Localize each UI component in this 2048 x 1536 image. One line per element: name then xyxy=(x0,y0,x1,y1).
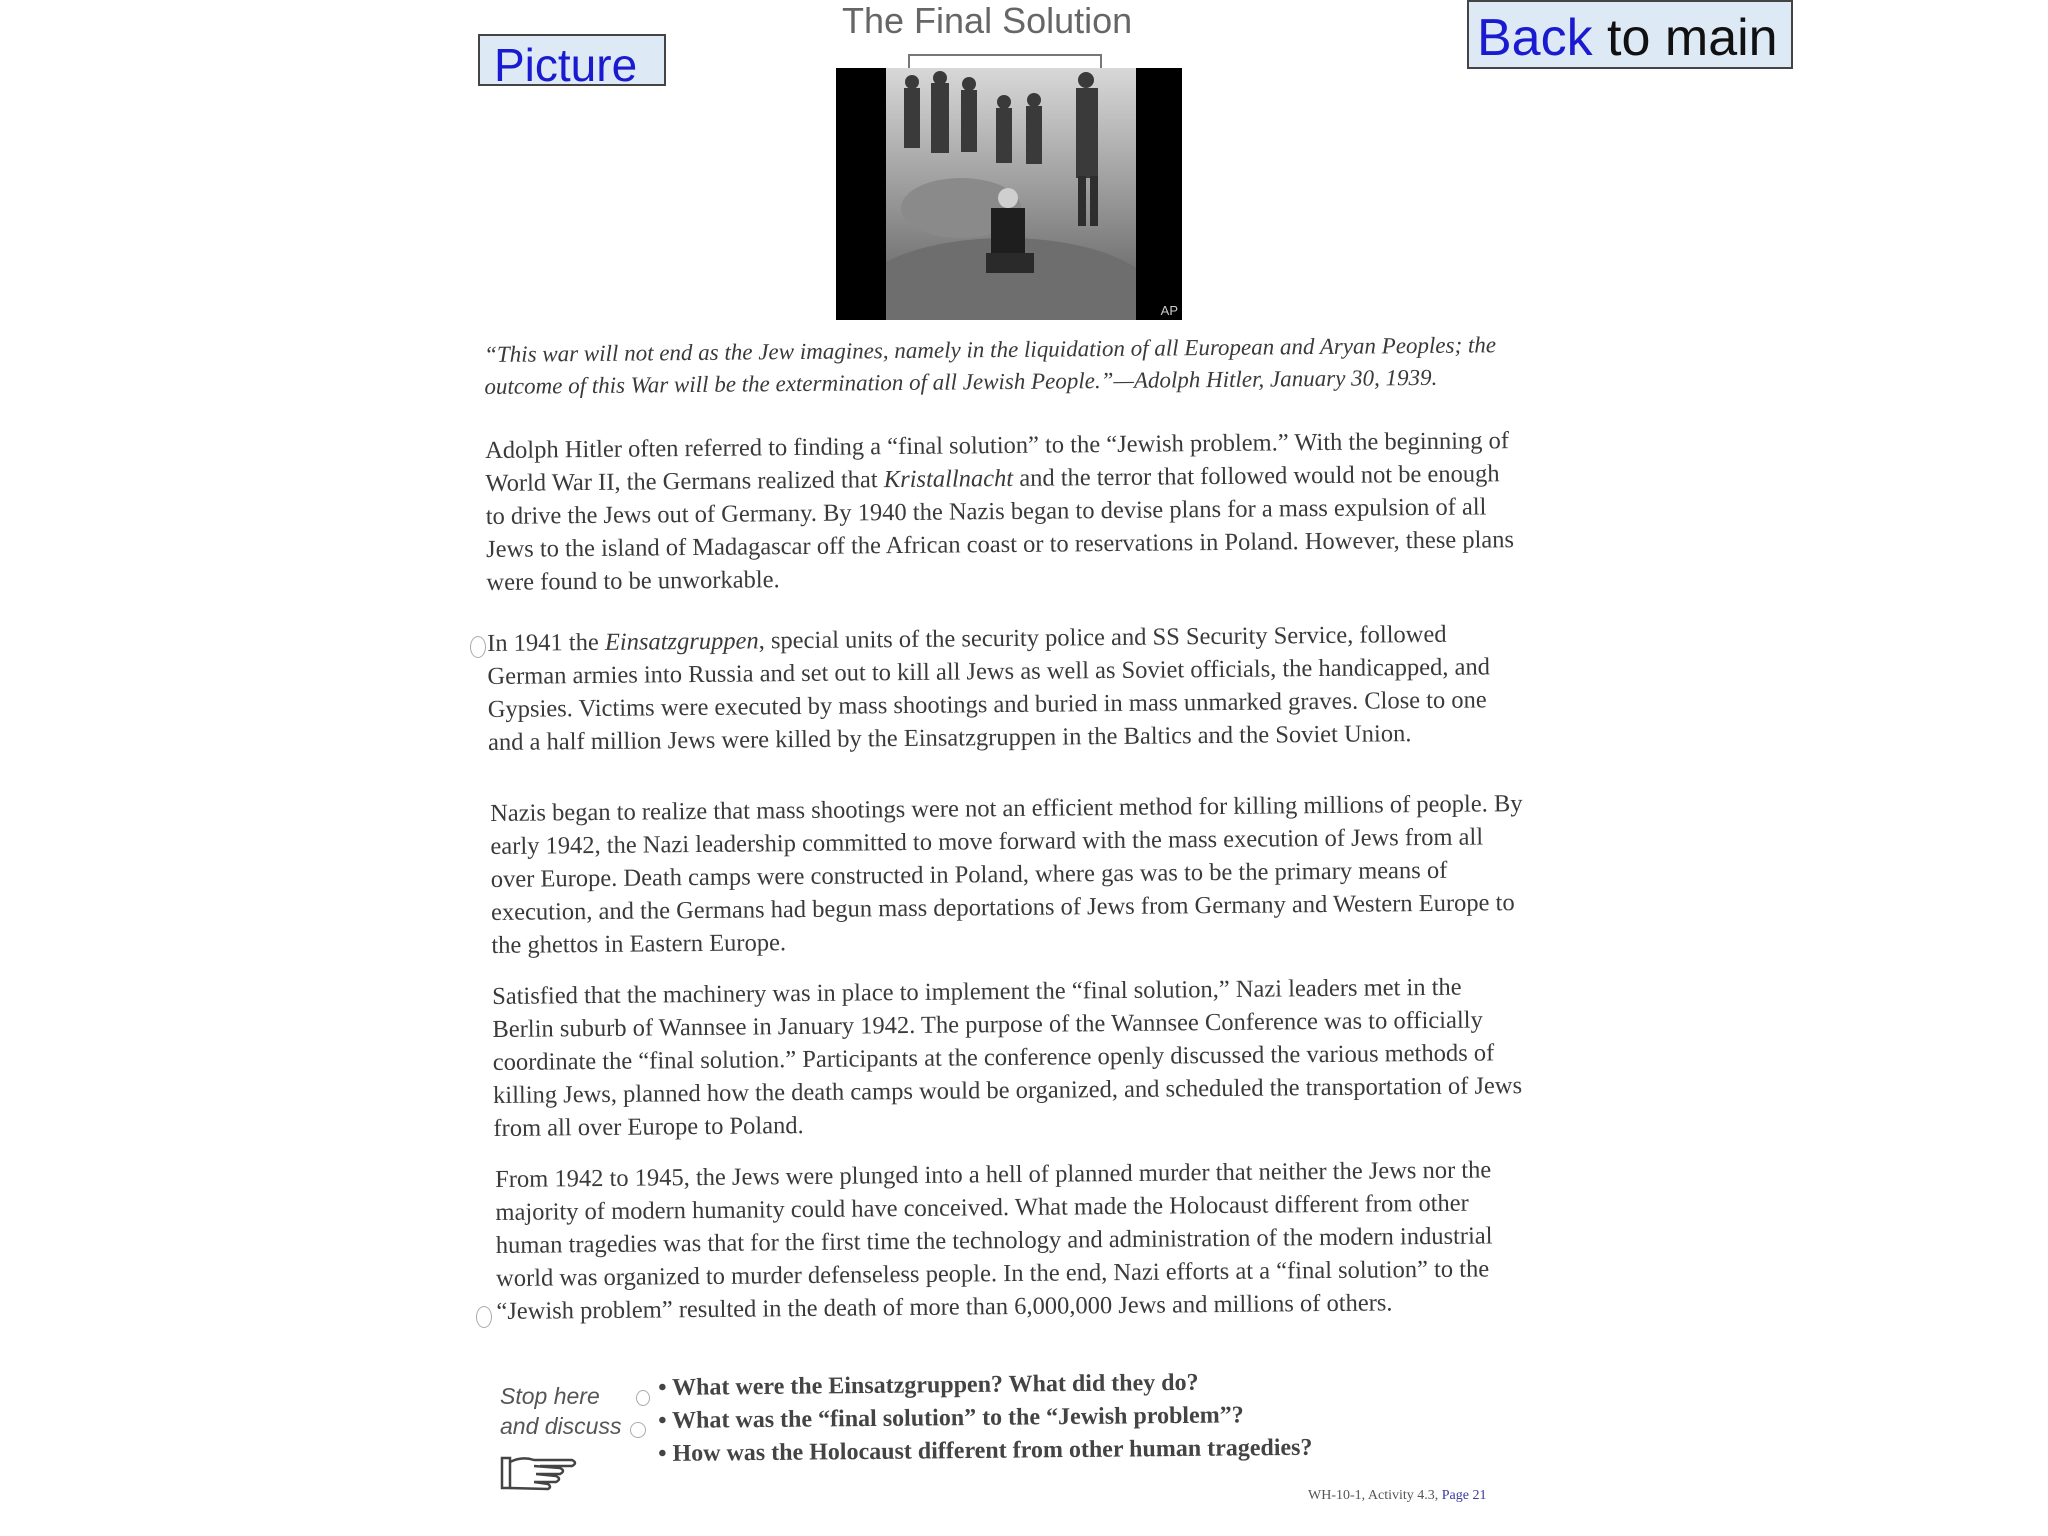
paragraph-4: Satisfied that the machinery was in place to implement the “final solution,” Nazi leaders met in the Berlin suburb of Wannsee in January 1942. The purpose of the Wannsee Conference was to officially coordinate the “final solution.” Participants at the conference openly discussed the various methods of killing Jews, planned how the death camps would be organized, and scheduled the transportation of Jews from all over Europe to Poland. xyxy=(492,973,1523,1142)
back-to-main-button[interactable] xyxy=(1467,0,1793,69)
paragraph-2-emphasis: Einsatzgruppen xyxy=(604,627,759,656)
footer-activity: WH-10-1, Activity 4.3, xyxy=(1308,1488,1442,1503)
margin-mark xyxy=(630,1422,646,1438)
back-rest-label: to main xyxy=(1592,9,1778,67)
paragraph-3: Nazis began to realize that mass shootings were not an efficient method for killing millions of people. By early 1942, the Nazi leadership committed to move forward with the mass execution of Jews from all over Europe. Death camps were constructed in Poland, where gas was to be the primary means of execution, and the Germans had begun mass deportations of Jews from Germany and Western Europe to the ghettos in Eastern Europe. xyxy=(490,790,1523,959)
picture-button-label: Picture xyxy=(494,39,638,91)
paragraph-2-part-a: In 1941 the xyxy=(487,628,606,657)
margin-mark xyxy=(636,1390,650,1406)
paragraph-2-part-b: , special units of the security police and SS Security Service, followed German armies into Russia and set out to kill all Jews as well as Soviet officials, the handicapped, and Gypsies. Victims were executed by mass shootings and buried in mass unmarked graves. Close to one and a half million Jews were killed by the Einsatzgruppen in the Baltics and the Soviet Union. xyxy=(487,620,1491,756)
hitler-quote: “This war will not end as the Jew imagines, namely in the liquidation of all European and Aryan Peoples; the outcome of this War will be the extermination of all Jewish People.”—Adolph Hitler, January 30, 1939. xyxy=(484,332,1497,399)
margin-mark xyxy=(476,1306,492,1328)
photo-image xyxy=(886,68,1136,320)
margin-mark xyxy=(470,636,486,658)
and-discuss-label: and discuss xyxy=(500,1413,622,1439)
discussion-question-1: • What were the Einsatzgruppen? What did they do? xyxy=(658,1369,1199,1401)
back-link-label: Back xyxy=(1477,9,1593,67)
paragraph-1-part-b: and the terror that followed would not be enough to drive the Jews out of Germany. By 1940 the Nazis began to devise plans for a mass expulsion of all Jews to the island of Madagascar off the African coast or to reservations in Poland. However, these plans were found to be unworkable. xyxy=(485,460,1515,596)
paragraph-1 xyxy=(485,424,1523,599)
pointing-hand-icon xyxy=(500,1452,580,1492)
discussion-question-3: • How was the Holocaust different from other human tragedies? xyxy=(658,1434,1313,1467)
footer-reference xyxy=(1308,1488,1486,1504)
picture-button[interactable] xyxy=(478,34,666,91)
stop-here-label: Stop here xyxy=(500,1383,600,1409)
photo-credit: AP xyxy=(1160,303,1178,318)
historical-photo xyxy=(836,68,1182,320)
paragraph-1-part-a: Adolph Hitler often referred to finding a “final solution” to the “Jewish problem.” With the beginning of World War II, the Germans realized that xyxy=(485,427,1510,497)
document-title: The Final Solution xyxy=(842,0,1133,41)
paragraph-1-emphasis: Kristallnacht xyxy=(883,464,1014,494)
footer-page: Page 21 xyxy=(1441,1488,1487,1503)
paragraph-5: From 1942 to 1945, the Jews were plunged into a hell of planned murder that neither the Jews nor the majority of modern humanity could have conceived. What made the Holocaust different from other human tragedies was that for the first time the technology and administration of the modern industrial world was organized to murder defenseless people. In the end, Nazi efforts at a “final solution” to the “Jewish problem” resulted in the death of more than 6,000,000 Jews and millions of others. xyxy=(495,1156,1493,1325)
discussion-question-2: • What was the “final solution” to the “Jewish problem”? xyxy=(658,1402,1244,1434)
paragraph-2 xyxy=(487,617,1524,759)
